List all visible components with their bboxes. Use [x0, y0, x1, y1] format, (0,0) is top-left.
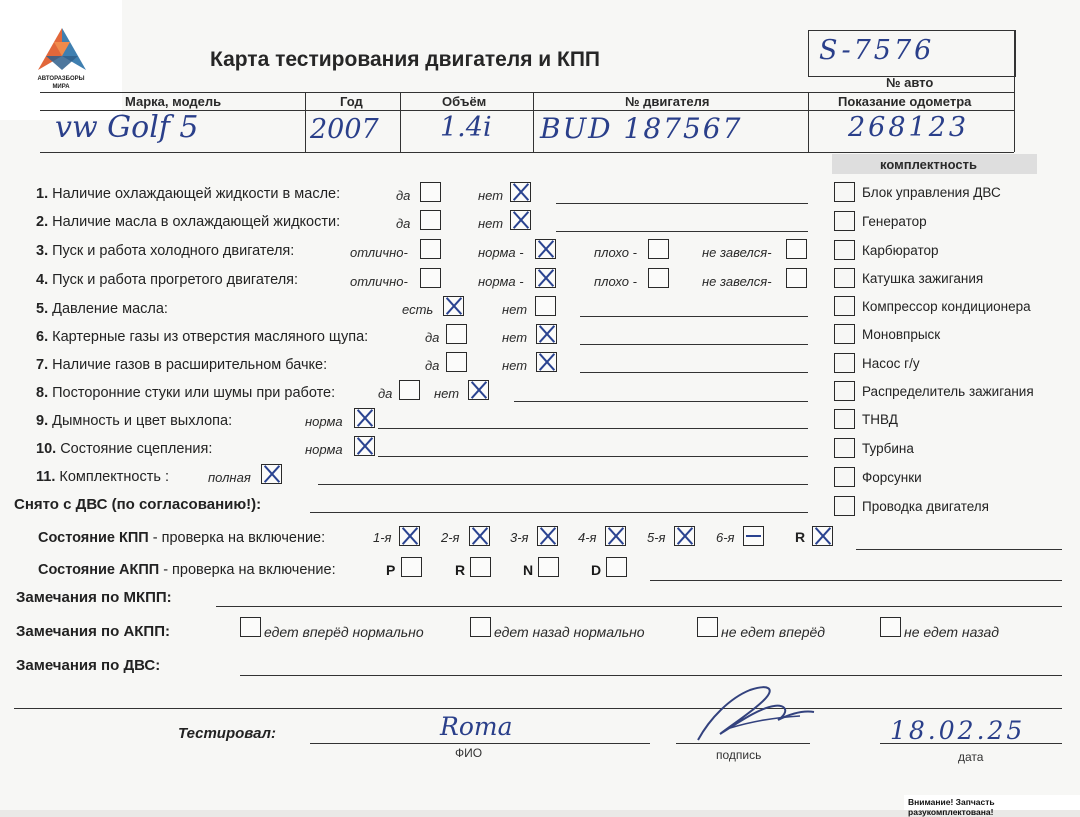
- check-label: Давление масла:: [52, 301, 168, 317]
- check-num: 5.: [36, 301, 49, 317]
- checkbox-yes[interactable]: [420, 182, 441, 202]
- mode-n-checkbox[interactable]: [538, 557, 559, 577]
- akpp-label-bold: Состояние АКПП: [38, 562, 160, 578]
- completeness-checkbox[interactable]: [834, 211, 855, 231]
- signature-image: [690, 678, 820, 748]
- checkbox-full-checked[interactable]: [261, 464, 282, 484]
- check-row-3: [36, 243, 294, 259]
- option-label: плохо -: [594, 274, 637, 289]
- volume-value: 1.4i: [440, 112, 492, 143]
- checkbox-no-checked[interactable]: [510, 182, 531, 202]
- check-num: 11.: [36, 469, 56, 485]
- form-title: Карта тестирования двигателя и КПП: [210, 48, 601, 71]
- gear-label: 5-я: [647, 530, 666, 545]
- completeness-checkbox[interactable]: [834, 182, 855, 202]
- check-num: 8.: [36, 385, 49, 401]
- mode-d-checkbox[interactable]: [606, 557, 627, 577]
- remarks-mkpp-label: Замечания по МКПП:: [16, 589, 172, 606]
- option-label: нет: [478, 216, 504, 231]
- akpp-option-label: едет вперёд нормально: [264, 624, 424, 640]
- option-label: отлично-: [350, 245, 408, 260]
- removed-line: [310, 512, 808, 513]
- completeness-checkbox[interactable]: [834, 496, 855, 516]
- checkbox-not-started[interactable]: [786, 239, 807, 259]
- car-number-value: S-7576: [819, 35, 935, 66]
- mode-label: P: [386, 562, 396, 578]
- answer-line: [580, 316, 808, 317]
- akpp-option-label: едет назад нормально: [494, 624, 645, 640]
- completeness-item: ТНВД: [862, 412, 898, 427]
- car-number-label: № авто: [886, 75, 934, 90]
- header-divider: [1014, 30, 1015, 152]
- completeness-item: Форсунки: [862, 470, 922, 485]
- check-num: 2.: [36, 214, 49, 230]
- option-label: отлично-: [350, 274, 408, 289]
- gear-label: R: [795, 529, 806, 545]
- check-label: Наличие масла в охлаждающей жидкости:: [52, 214, 341, 230]
- checkbox-normal-checked[interactable]: [535, 239, 556, 259]
- check-row-1: [36, 186, 340, 202]
- header-divider: [533, 92, 534, 152]
- completeness-item: Блок управления ДВС: [862, 185, 1001, 200]
- checkbox-no-checked[interactable]: [536, 324, 557, 344]
- completeness-item: Моновпрыск: [862, 327, 941, 342]
- option-label: не завелся-: [702, 274, 772, 289]
- check-num: 10.: [36, 441, 57, 457]
- option-label: полная: [208, 470, 251, 485]
- logo-text-line1: АВТОРАЗБОРЫ: [37, 76, 85, 82]
- gear-5-checkbox[interactable]: [674, 526, 695, 546]
- warning-box: [904, 795, 1080, 817]
- answer-line: [318, 484, 808, 485]
- completeness-checkbox[interactable]: [834, 438, 855, 458]
- checkbox-normal-checked[interactable]: [354, 436, 375, 456]
- check-label: Наличие охлаждающей жидкости в масле:: [52, 186, 341, 202]
- answer-line: [556, 231, 808, 232]
- checkbox-yes[interactable]: [399, 380, 420, 400]
- akpp-backward-ok-checkbox[interactable]: [470, 617, 491, 637]
- date-value: 18.02.25: [890, 716, 1026, 745]
- check-num: 3.: [36, 243, 49, 259]
- option-label: да: [396, 188, 411, 203]
- date-label: дата: [958, 750, 984, 764]
- completeness-checkbox[interactable]: [834, 467, 855, 487]
- checkbox-bad[interactable]: [648, 268, 669, 288]
- mode-p-checkbox[interactable]: [401, 557, 422, 577]
- gear-label: 6-я: [716, 530, 735, 545]
- option-label: нет: [502, 330, 528, 345]
- mode-label: D: [591, 562, 602, 578]
- check-label: Комплектность :: [59, 469, 169, 485]
- gear-label: 4-я: [578, 530, 597, 545]
- gear-label: 1-я: [373, 530, 392, 545]
- checkbox-yes[interactable]: [420, 210, 441, 230]
- warning-text: Внимание! Запчасть разукомплектована!: [908, 797, 995, 817]
- signature-label: подпись: [716, 748, 762, 762]
- completeness-checkbox[interactable]: [834, 324, 855, 344]
- option-label: норма: [305, 442, 343, 457]
- akpp-option-label: не едет вперёд: [721, 624, 826, 640]
- option-label: да: [425, 358, 440, 373]
- check-num: 6.: [36, 329, 49, 345]
- check-row-6: [36, 329, 368, 345]
- check-num: 4.: [36, 272, 49, 288]
- completeness-checkbox[interactable]: [834, 296, 855, 316]
- mode-label: R: [455, 562, 466, 578]
- check-label: Наличие газов в расширительном бачке:: [52, 357, 328, 373]
- answer-line: [514, 401, 808, 402]
- checkbox-yes[interactable]: [446, 352, 467, 372]
- signature-line: [676, 743, 810, 744]
- option-label: норма: [305, 414, 343, 429]
- option-label: нет: [434, 386, 460, 401]
- engine-number-value: BUD 187567: [540, 112, 743, 145]
- checkbox-no-checked[interactable]: [536, 352, 557, 372]
- header-year-label: Год: [340, 94, 363, 109]
- tester-name-value: Roma: [440, 712, 513, 741]
- mode-label: N: [523, 562, 534, 578]
- gear-4-checkbox[interactable]: [605, 526, 626, 546]
- check-row-5: [36, 301, 168, 317]
- check-row-4: [36, 272, 298, 288]
- check-label: Пуск и работа холодного двигателя:: [52, 243, 295, 259]
- completeness-item: Карбюратор: [862, 243, 939, 258]
- checkbox-no-checked[interactable]: [510, 210, 531, 230]
- remarks-extra-line: [14, 708, 1062, 709]
- remarks-mkpp-line: [216, 606, 1062, 607]
- completeness-checkbox[interactable]: [834, 353, 855, 373]
- checkbox-no-checked[interactable]: [468, 380, 489, 400]
- checkbox-bad[interactable]: [648, 239, 669, 259]
- answer-line: [580, 372, 808, 373]
- header-bottom-line: [40, 152, 1014, 153]
- header-volume-label: Объём: [442, 94, 487, 109]
- gear-label: 2-я: [441, 530, 460, 545]
- completeness-checkbox[interactable]: [834, 240, 855, 260]
- option-label: не завелся-: [702, 245, 772, 260]
- check-label: Посторонние стуки или шумы при работе:: [52, 385, 336, 401]
- year-value: 2007: [310, 114, 379, 145]
- check-num: 9.: [36, 413, 49, 429]
- header-top-line: [40, 92, 1014, 93]
- check-num: 1.: [36, 186, 49, 202]
- answer-line: [556, 203, 808, 204]
- completeness-item: Турбина: [862, 441, 914, 456]
- option-label: норма -: [478, 274, 524, 289]
- mode-r-checkbox[interactable]: [470, 557, 491, 577]
- kpp-label: [38, 530, 325, 546]
- gear-6-checkbox[interactable]: [743, 526, 764, 546]
- check-row-9: [36, 413, 232, 429]
- header-make-model-label: Марка, модель: [125, 94, 222, 109]
- akpp-forward-ok-checkbox[interactable]: [240, 617, 261, 637]
- checkbox-yes[interactable]: [446, 324, 467, 344]
- option-label: плохо -: [594, 245, 637, 260]
- completeness-checkbox[interactable]: [834, 381, 855, 401]
- completeness-checkbox[interactable]: [834, 409, 855, 429]
- kpp-notes-line: [856, 549, 1062, 550]
- checkbox-normal-checked[interactable]: [354, 408, 375, 428]
- akpp-label: [38, 562, 336, 578]
- check-num: 7.: [36, 357, 49, 373]
- kpp-label-rest: - проверка на включение:: [148, 530, 326, 546]
- completeness-title: комплектность: [880, 157, 977, 172]
- company-logo: [0, 0, 122, 120]
- akpp-option-label: не едет назад: [904, 624, 999, 640]
- make-model-value: vw Golf 5: [55, 110, 199, 145]
- option-label: да: [378, 386, 393, 401]
- checkbox-not-started[interactable]: [786, 268, 807, 288]
- checkbox-absent[interactable]: [535, 296, 556, 316]
- answer-line: [378, 428, 808, 429]
- gear-reverse-checkbox[interactable]: [812, 526, 833, 546]
- gear-2-checkbox[interactable]: [469, 526, 490, 546]
- gear-1-checkbox[interactable]: [399, 526, 420, 546]
- kpp-label-bold: Состояние КПП: [38, 530, 149, 546]
- check-label: Состояние сцепления:: [60, 441, 213, 457]
- option-label: нет: [478, 188, 504, 203]
- option-label: есть: [402, 302, 434, 317]
- header-odometer-label: Показание одометра: [838, 94, 972, 109]
- check-label: Дымность и цвет выхлопа:: [52, 413, 233, 429]
- remarks-dvs-line: [240, 675, 1062, 676]
- header-engine-number-label: № двигателя: [625, 94, 710, 109]
- logo-text-line2: МИРА: [52, 84, 70, 90]
- removed-label: Снято с ДВС (по согласованию!):: [14, 496, 262, 513]
- option-label: нет: [502, 358, 528, 373]
- akpp-label-rest: - проверка на включение:: [159, 562, 336, 578]
- completeness-item: Насос г/у: [862, 356, 920, 371]
- completeness-item: Проводка двигателя: [862, 499, 989, 514]
- check-row-8: [36, 385, 335, 401]
- remarks-akpp-label: Замечания по АКПП:: [16, 623, 170, 640]
- check-row-2: [36, 214, 340, 230]
- answer-line: [580, 344, 808, 345]
- tested-by-label: Тестировал:: [178, 725, 276, 742]
- check-label: Картерные газы из отверстия масляного щупа:: [52, 329, 369, 345]
- checkbox-excellent[interactable]: [420, 268, 441, 288]
- check-row-7: [36, 357, 327, 373]
- akpp-no-forward-checkbox[interactable]: [697, 617, 718, 637]
- option-label: нет: [502, 302, 528, 317]
- option-label: да: [425, 330, 440, 345]
- completeness-checkbox[interactable]: [834, 268, 855, 288]
- check-label: Пуск и работа прогретого двигателя:: [52, 272, 299, 288]
- check-row-11: [36, 469, 169, 485]
- remarks-dvs-label: Замечания по ДВС:: [16, 657, 161, 674]
- completeness-item: Генератор: [862, 214, 927, 229]
- checkbox-excellent[interactable]: [420, 239, 441, 259]
- logo-mark-icon: [36, 26, 88, 72]
- akpp-no-backward-checkbox[interactable]: [880, 617, 901, 637]
- akpp-notes-line: [650, 580, 1062, 581]
- option-label: да: [396, 216, 411, 231]
- answer-line: [378, 456, 808, 457]
- gear-label: 3-я: [510, 530, 529, 545]
- date-line: [880, 743, 1062, 744]
- odometer-value: 268123: [848, 112, 970, 143]
- header-divider: [305, 92, 306, 152]
- completeness-item: Катушка зажигания: [862, 271, 984, 286]
- car-number-box: [808, 30, 1016, 77]
- check-row-10: [36, 441, 212, 457]
- option-label: норма -: [478, 245, 524, 260]
- checkbox-present-checked[interactable]: [443, 296, 464, 316]
- header-divider: [400, 92, 401, 152]
- completeness-item: Компрессор кондиционера: [862, 299, 1031, 314]
- tester-name-line: [310, 743, 650, 744]
- checkbox-normal-checked[interactable]: [535, 268, 556, 288]
- completeness-item: Распределитель зажигания: [862, 384, 1034, 399]
- header-divider: [808, 92, 809, 152]
- fio-label: ФИО: [455, 746, 483, 760]
- gear-3-checkbox[interactable]: [537, 526, 558, 546]
